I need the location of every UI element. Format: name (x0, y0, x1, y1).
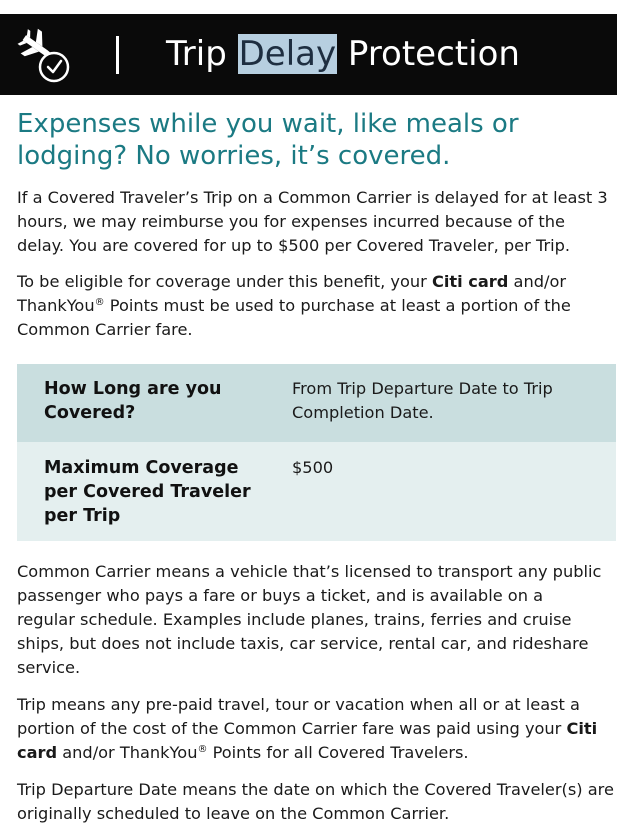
departure-date-definition: Trip Departure Date means the date on which the Covered Traveler(s) are originally scheduled to leave on the Common Carrier. (17, 780, 614, 823)
title-highlight: Delay (238, 34, 337, 74)
trip-definition: Trip means any pre-paid travel, tour or vacation when all or at least a portion of the cost of the Common Carrier fare was paid using your Citi card and/or ThankYou® Points for all Covered Travelers. (17, 695, 598, 762)
common-carrier-definition: Common Carrier means a vehicle that’s licensed to transport any public passenger who pays a fare or buys a ticket, and is available on a regular schedule. Examples include planes, trains, ferries and cruise ships, but does not include taxis, car service, rental car, and rideshare service. (17, 562, 602, 677)
coverage-row-duration (17, 364, 616, 442)
coverage-value: $500 (292, 458, 334, 477)
coverage-row-maximum (17, 442, 616, 541)
coverage-label: Maximum Coverage per Covered Traveler per Trip (44, 458, 251, 526)
eligibility-paragraph: To be eligible for coverage under this benefit, your Citi card and/or ThankYou® Points must be used to purchase at least a portion of the Common Carrier fare. (17, 272, 571, 339)
section-headline: Expenses while you wait, like meals or lodging? No worries, it’s covered. (17, 109, 519, 171)
coverage-table (17, 364, 616, 541)
header-divider (116, 36, 119, 74)
citi-card-label: Citi card (431, 272, 509, 291)
coverage-label: How Long are you Covered? (44, 379, 222, 423)
citi-card-label: Citi card (17, 719, 598, 762)
plane-clock-icon (16, 28, 74, 84)
coverage-value: From Trip Departure Date to Trip Completion Date. (292, 379, 553, 422)
page-header (0, 14, 617, 95)
page-title: Trip Delay Protection (166, 34, 520, 74)
intro-paragraph: If a Covered Traveler’s Trip on a Common Carrier is delayed for at least 3 hours, we may reimburse you for expenses incurred because of the delay. You are covered for up to $500 per Covered Traveler, per Trip. (17, 188, 608, 255)
